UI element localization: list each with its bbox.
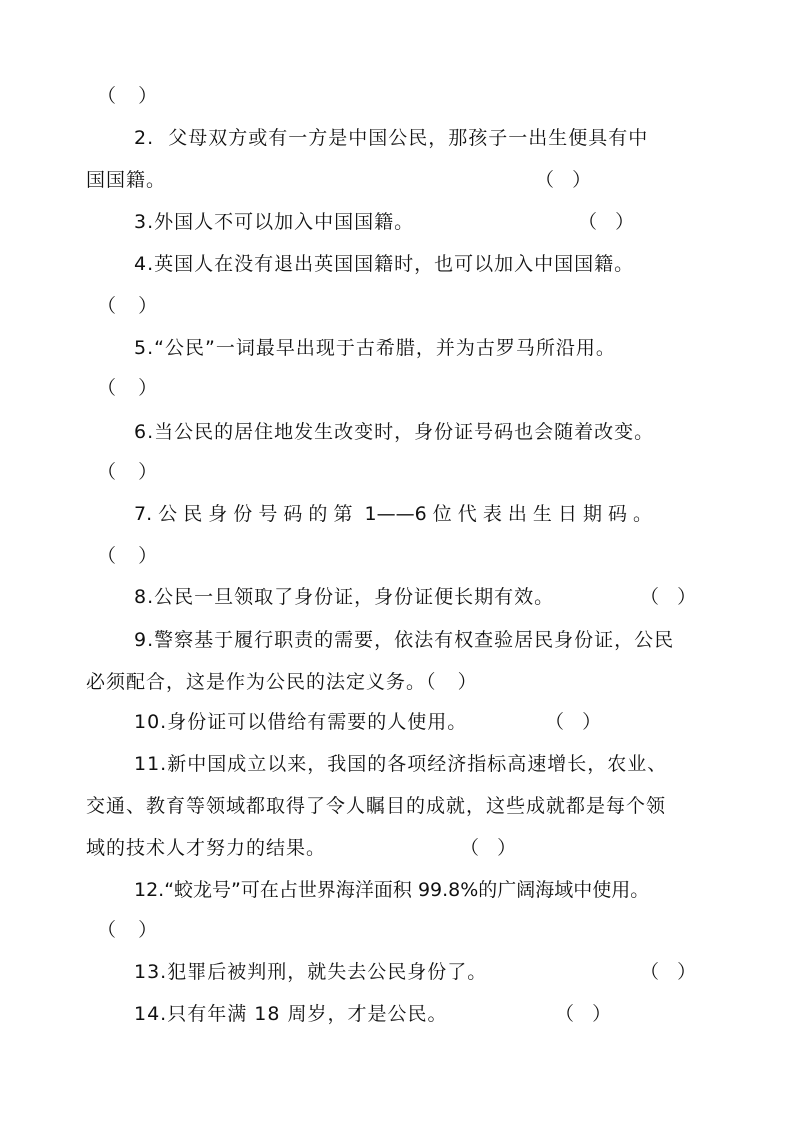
answer-paren: （ ） xyxy=(97,85,159,107)
question-2-line-2: 国国籍。 xyxy=(86,169,167,191)
answer-paren-7: （ ） xyxy=(97,545,159,567)
answer-paren-14: （ ） xyxy=(555,1003,612,1025)
answer-paren-8: （ ） xyxy=(640,586,697,608)
answer-paren-10: （ ） xyxy=(545,711,602,733)
question-9-line-2: 必须配合，这是作为公民的法定义务。（ ） xyxy=(86,671,478,693)
answer-paren-5: （ ） xyxy=(97,377,159,399)
question-10: 10.身份证可以借给有需要的人使用。 xyxy=(134,711,468,733)
question-13: 13.犯罪后被判刑，就失去公民身份了。 xyxy=(134,961,488,983)
answer-paren-12: （ ） xyxy=(97,919,159,941)
question-9-line-1: 9.警察基于履行职责的需要，依法有权查验居民身份证，公民 xyxy=(134,629,675,651)
answer-paren-4: （ ） xyxy=(97,295,159,317)
question-14: 14.只有年满 18 周岁，才是公民。 xyxy=(134,1003,448,1025)
answer-paren-2: （ ） xyxy=(535,169,592,191)
question-11-line-3: 域的技术人才努力的结果。 xyxy=(86,837,327,859)
question-11-line-1: 11.新中国成立以来，我国的各项经济指标高速增长，农业、 xyxy=(134,753,668,775)
answer-paren-3: （ ） xyxy=(578,211,635,233)
question-7: 7. 公 民 身 份 号 码 的 第 1——6 位 代 表 出 生 日 期 码 。 xyxy=(134,503,653,525)
question-8: 8.公民一旦领取了身份证，身份证便长期有效。 xyxy=(134,586,555,608)
question-6: 6.当公民的居住地发生改变时，身份证号码也会随着改变。 xyxy=(134,421,655,443)
question-2-line-1: 2. 父母双方或有一方是中国公民，那孩子一出生便具有中 xyxy=(134,127,649,149)
answer-paren-13: （ ） xyxy=(640,961,697,983)
question-5: 5.“公民”一词最早出现于古希腊，并为古罗马所沿用。 xyxy=(134,337,616,359)
answer-paren-6: （ ） xyxy=(97,461,159,483)
question-3: 3.外国人不可以加入中国国籍。 xyxy=(134,211,415,233)
question-11-line-2: 交通、教育等领域都取得了令人瞩目的成就，这些成就都是每个领 xyxy=(86,795,667,817)
question-4: 4.英国人在没有退出英国国籍时，也可以加入中国国籍。 xyxy=(134,253,635,275)
answer-paren-11: （ ） xyxy=(460,837,517,859)
question-12: 12.“蛟龙号”可在占世界海洋面积 99.8%的广阔海域中使用。 xyxy=(134,879,650,901)
